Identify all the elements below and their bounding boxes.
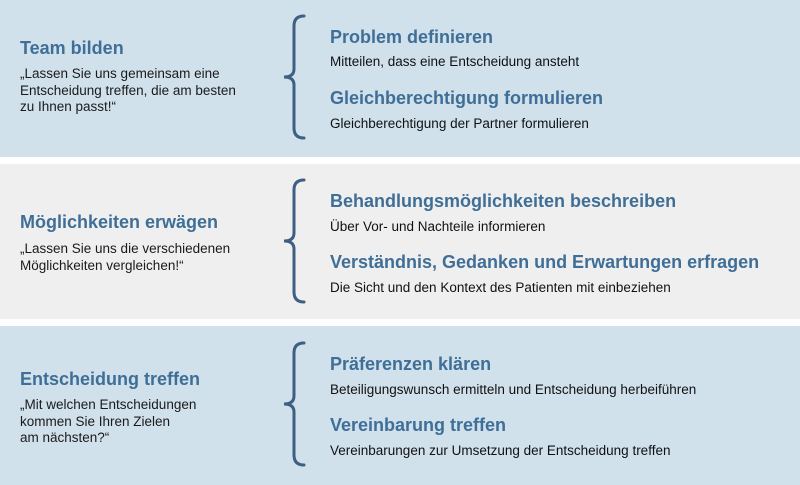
- phase-band-team-bilden: [0, 0, 800, 157]
- step-description: Beteiligungswunsch ermitteln und Entscheidung herbeiführen: [330, 382, 697, 397]
- phase-title: Möglichkeiten erwägen: [20, 212, 219, 232]
- step-description: Mitteilen, dass eine Entscheidung ansteht: [330, 54, 580, 69]
- curly-brace-icon: [282, 178, 306, 304]
- step-title: Gleichberechtigung formulieren: [330, 88, 604, 108]
- step-title: Problem definieren: [330, 27, 494, 47]
- step-title: Präferenzen klären: [330, 354, 492, 374]
- step-description: Die Sicht und den Kontext des Patienten mit einbeziehen: [330, 280, 671, 295]
- step-description: Vereinbarungen zur Umsetzung der Entscheidung treffen: [330, 443, 671, 458]
- phase-title: Entscheidung treffen: [20, 369, 201, 389]
- phase-quote: „Lassen Sie uns gemeinsam eine Entscheidung treffen, die am besten zu Ihnen passt!“: [20, 66, 236, 114]
- step-title: Behandlungsmöglichkeiten beschreiben: [330, 191, 677, 211]
- phase-band-entscheidung-treffen: [0, 326, 800, 485]
- phase-quote: „Lassen Sie uns die verschiedenen Möglichkeiten vergleichen!“: [20, 241, 231, 273]
- step-description: Über Vor- und Nachteile informieren: [330, 219, 546, 234]
- curly-brace-icon: [282, 14, 306, 140]
- phase-title: Team bilden: [20, 38, 124, 58]
- step-description: Gleichberechtigung der Partner formulieren: [330, 116, 589, 131]
- step-title: Vereinbarung treffen: [330, 415, 507, 435]
- phase-band-moeglichkeiten-erwaegen: [0, 164, 800, 319]
- step-title: Verständnis, Gedanken und Erwartungen erfragen: [330, 252, 760, 272]
- phase-quote: „Mit welchen Entscheidungen kommen Sie Ihren Zielen am nächsten?“: [20, 397, 197, 445]
- curly-brace-icon: [282, 341, 306, 467]
